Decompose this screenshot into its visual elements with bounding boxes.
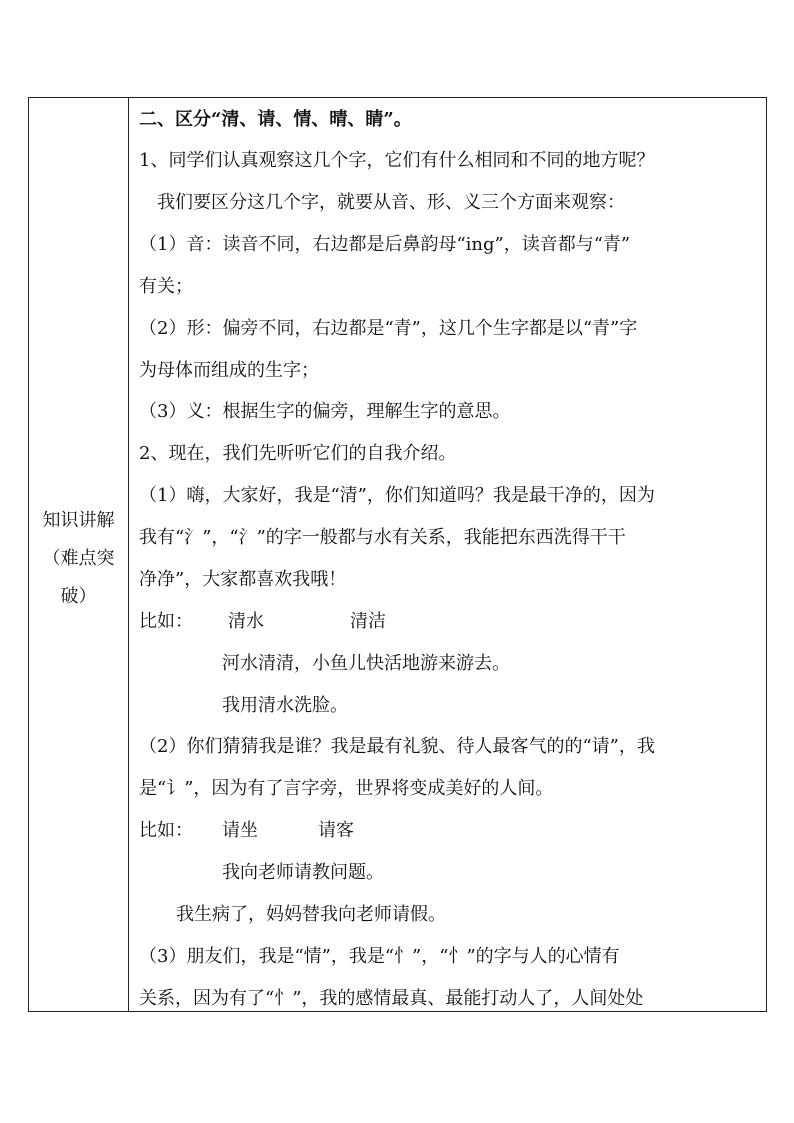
example-word: 清水 <box>228 611 264 632</box>
example-word: 清洁 <box>350 611 386 632</box>
text-line: （1）嗨，大家好，我是“清”，你们知道吗？我是最干净的，因为 <box>139 485 655 506</box>
section-label <box>29 502 128 616</box>
section-heading: 二、区分“清、请、情、晴、睛”。 <box>139 109 412 130</box>
section-label-line: 破） <box>60 586 97 607</box>
lesson-table <box>28 97 767 1012</box>
section-label-cell <box>29 98 128 1011</box>
example-word: 请坐 <box>222 820 258 841</box>
text-line: 2、现在，我们先听听它们的自我介绍。 <box>139 443 457 464</box>
example-sentence: 我向老师请教问题。 <box>222 862 384 883</box>
text-line: 1、同学们认真观察这几个字，它们有什么相同和不同的地方呢？ <box>139 150 655 171</box>
example-label: 比如： <box>139 611 193 632</box>
text-line: （3）义：根据生字的偏旁，理解生字的意思。 <box>139 401 511 422</box>
text-line: 我们要区分这几个字，就要从音、形、义三个方面来观察： <box>157 192 625 213</box>
text-line: 我有“氵”，“氵”的字一般都与水有关系，我能把东西洗得干干 <box>139 527 626 548</box>
text-line: （1）音：读音不同，右边都是后鼻韵母“ing”，读音都与“青” <box>139 234 631 255</box>
section-label-line: 知识讲解 <box>42 510 115 531</box>
text-line: 净净”，大家都喜欢我哦！ <box>139 569 347 590</box>
section-label-line: （难点突 <box>42 548 115 569</box>
example-sentence: 我生病了，妈妈替我向老师请假。 <box>176 904 446 925</box>
example-sentence: 我用清水洗脸。 <box>222 695 348 716</box>
text-line: 为母体而组成的生字； <box>139 360 319 381</box>
column-divider <box>128 98 129 1011</box>
text-line: 关系，因为有了“忄”，我的感情最真、最能打动人了，人间处处 <box>139 988 644 1009</box>
text-line: 有关； <box>139 276 193 297</box>
example-label: 比如： <box>139 820 193 841</box>
text-line: （2）形：偏旁不同，右边都是“青”，这几个生字都是以“青”字 <box>139 318 638 339</box>
text-line: 是“讠”，因为有了言字旁，世界将变成美好的人间。 <box>139 778 554 799</box>
text-line: （2）你们猜猜我是谁？我是最有礼貌、待人最客气的的“请”，我 <box>139 736 655 757</box>
text-line: （3）朋友们，我是“情”，我是“忄”，“忄”的字与人的心情有 <box>139 946 620 967</box>
example-word: 请客 <box>318 820 354 841</box>
example-sentence: 河水清清，小鱼儿快活地游来游去。 <box>222 653 510 674</box>
